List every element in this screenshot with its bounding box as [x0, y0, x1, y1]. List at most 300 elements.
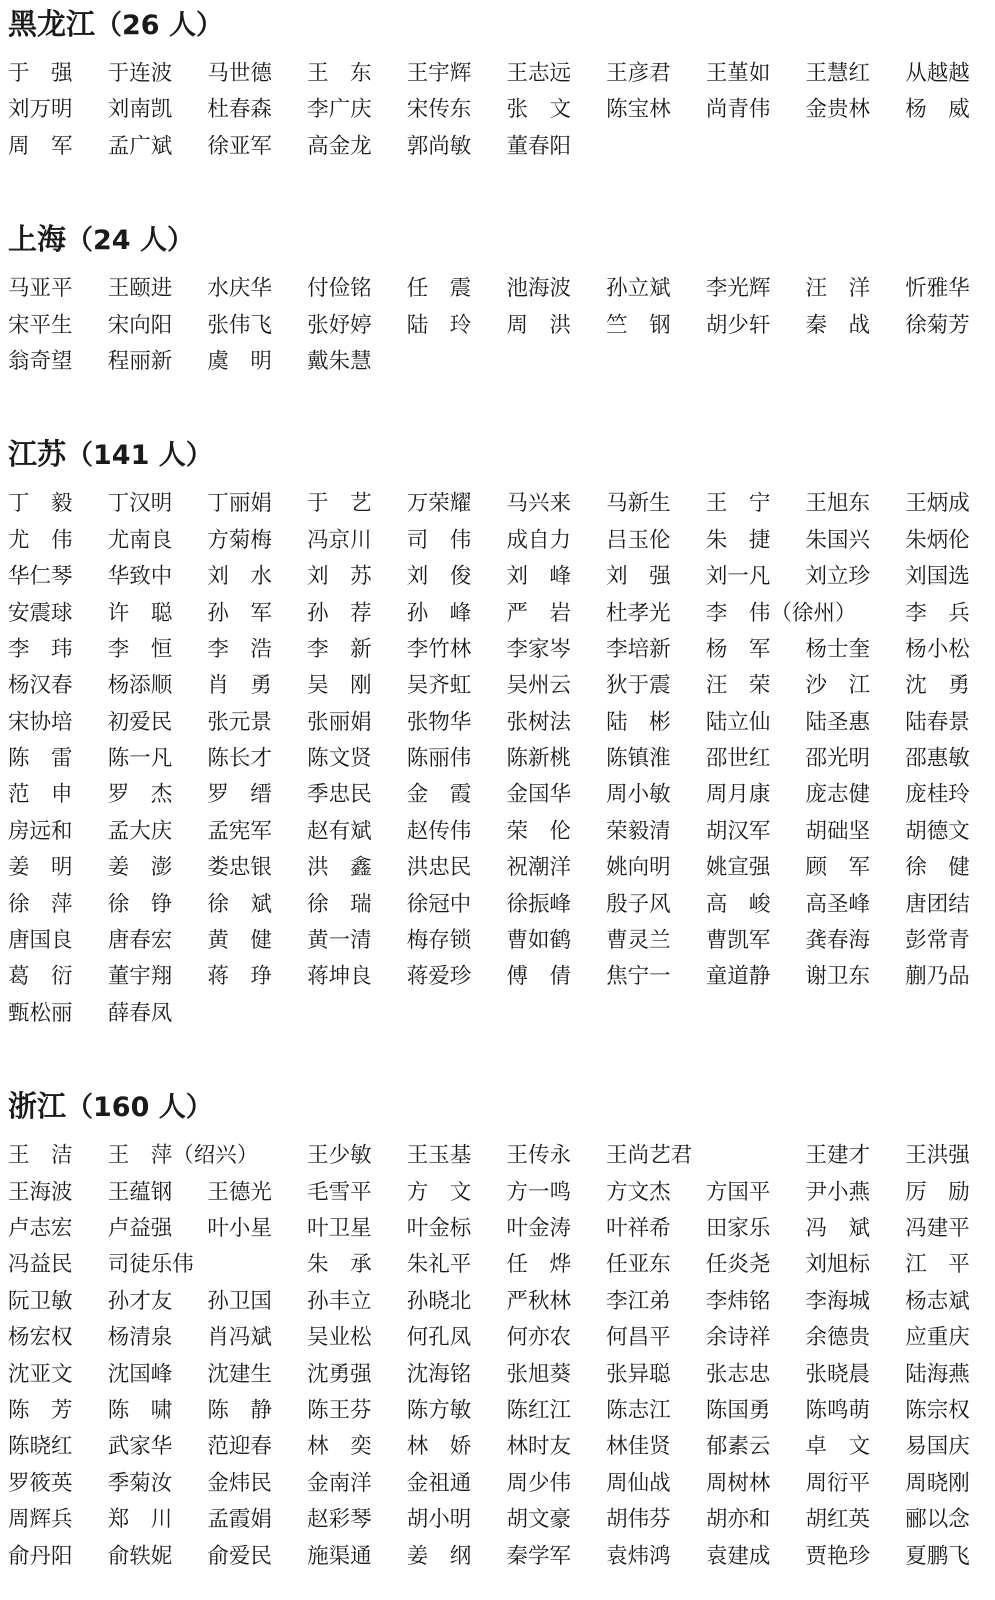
person-name: 王少敏: [307, 1143, 372, 1169]
person-name: 王建才: [805, 1143, 871, 1169]
person-name: 陆圣惠: [805, 709, 871, 735]
person-name: 金国华: [506, 782, 571, 808]
person-name: 唐国良: [8, 928, 73, 954]
person-name: [207, 1138, 307, 1174]
person-name: 王 宁: [705, 491, 771, 517]
person-name: 邵光明: [805, 746, 871, 772]
person-name: 陈鸣萌: [805, 1397, 871, 1423]
person-name: 刘 峰: [506, 564, 571, 590]
person-name: 殷子风: [606, 891, 671, 917]
person-name: 王蕴钢: [107, 1179, 173, 1205]
person-name: 周晓刚: [905, 1470, 970, 1496]
person-name: 林佳贤: [606, 1434, 671, 1460]
person-name: 华仁琴: [8, 564, 73, 590]
person-name: 陈丽伟: [406, 746, 472, 772]
person-name: 李 玮: [8, 636, 73, 662]
person-name: 张晓晨: [805, 1361, 871, 1387]
person-name: 陈文贤: [307, 746, 372, 772]
person-name: 方国平: [705, 1179, 771, 1205]
person-name: 杨志斌: [905, 1288, 970, 1314]
person-name: 周 洪: [506, 312, 571, 338]
person-name: 孙卫国: [207, 1288, 272, 1314]
person-name: 林 娇: [406, 1434, 472, 1460]
person-name: 沈海铭: [406, 1361, 472, 1387]
person-name: 焦宁一: [606, 964, 671, 990]
person-name: 任炎尧: [705, 1252, 771, 1278]
person-name: 方菊梅: [207, 527, 272, 553]
person-name: 朱礼平: [406, 1252, 472, 1278]
person-name: 周仙战: [606, 1470, 671, 1496]
person-name: 荣毅清: [606, 818, 671, 844]
person-name: 杨 军: [705, 636, 771, 662]
person-name: 孙立斌: [606, 276, 671, 302]
person-name: 陆立仙: [705, 709, 771, 735]
person-name: 杨士奎: [805, 636, 871, 662]
person-name: 董宇翔: [107, 964, 173, 990]
person-name: 陈 芳: [8, 1397, 73, 1423]
person-name: 于连波: [107, 61, 173, 86]
person-name: 张志忠: [705, 1361, 771, 1387]
person-name: 孙晓北: [406, 1288, 472, 1314]
province-heading: [8, 430, 987, 474]
person-name: 杜孝光: [606, 600, 671, 626]
person-name: 何亦农: [506, 1325, 571, 1351]
person-name: 洪忠民: [406, 855, 472, 881]
person-name: 陈晓红: [8, 1434, 73, 1460]
person-name: 朱国兴: [805, 527, 871, 553]
person-name: 华致中: [107, 564, 173, 590]
person-name: 曹灵兰: [606, 928, 671, 954]
person-name: 周月康: [705, 782, 771, 808]
person-name: 于 艺: [307, 491, 372, 517]
person-name: 周树林: [705, 1470, 771, 1496]
person-name: 胡亦和: [705, 1507, 771, 1533]
person-name: 徐 健: [905, 855, 970, 881]
name-list-document: [8, 0, 987, 1575]
person-name: 曹凯军: [705, 928, 771, 954]
person-name: 胡文豪: [506, 1507, 571, 1533]
person-name: 徐 铮: [107, 891, 173, 917]
province-heading: [8, 215, 987, 259]
person-name: 杨汉春: [8, 673, 73, 699]
person-name: 安震球: [8, 600, 73, 626]
person-name: 吴 刚: [307, 673, 372, 699]
province-title: 浙江: [8, 1088, 67, 1123]
province-section: [8, 215, 987, 380]
person-name: 胡础坚: [805, 818, 871, 844]
person-name: 施渠通: [307, 1543, 372, 1569]
person-name: 丁丽娟: [207, 491, 272, 517]
person-name: 杨添顺: [107, 673, 173, 699]
person-name: 郁素云: [705, 1434, 771, 1460]
person-name: 刘万明: [8, 97, 73, 123]
person-name: 卢益强: [107, 1215, 173, 1241]
person-name: 秦学军: [506, 1543, 571, 1569]
person-name: 胡伟芬: [606, 1507, 671, 1533]
name-grid: [8, 486, 987, 1032]
person-name: 徐振峰: [506, 891, 571, 917]
person-name: 孟大庆: [107, 818, 173, 844]
person-name: 张物华: [406, 709, 472, 735]
person-name: 夏鹏飞: [905, 1543, 970, 1569]
person-name: 江 平: [905, 1252, 970, 1278]
person-name: 余诗祥: [705, 1325, 771, 1351]
person-name: 陈国勇: [705, 1397, 771, 1423]
person-name: 季菊汝: [107, 1470, 173, 1496]
person-name: 李 兵: [905, 600, 970, 626]
person-name: 金炜民: [207, 1470, 272, 1496]
person-name: 卢志宏: [8, 1215, 73, 1241]
person-name: 胡德文: [905, 818, 970, 844]
person-name: 周少伟: [506, 1470, 571, 1496]
person-name: 易国庆: [905, 1434, 970, 1460]
person-name: 徐冠中: [406, 891, 472, 917]
person-name: [706, 1138, 806, 1174]
person-name: 许 聪: [107, 600, 173, 626]
person-name: 李竹林: [406, 636, 472, 662]
person-name: 王慧红: [805, 61, 871, 86]
person-name: 吕玉伦: [606, 527, 671, 553]
person-name: 陈方敏: [406, 1397, 472, 1423]
person-name: 陈新桃: [506, 746, 571, 772]
section-spacer: [8, 1032, 987, 1082]
person-name: 宋向阳: [107, 312, 173, 338]
person-name: 林 奕: [307, 1434, 372, 1460]
person-name: 王 东: [307, 61, 372, 86]
person-name: 周辉兵: [8, 1507, 73, 1533]
person-name: 姚宣强: [705, 855, 771, 881]
person-name: 陈志江: [606, 1397, 671, 1423]
person-name: 刘南凯: [107, 97, 173, 123]
person-name: 阮卫敏: [8, 1288, 73, 1314]
person-name: 应重庆: [905, 1325, 970, 1351]
person-name: 祝潮洋: [506, 855, 571, 881]
person-name: 刘旭标: [805, 1252, 871, 1278]
person-name: 李炜铭: [705, 1288, 771, 1314]
person-name: 姜 澎: [107, 855, 173, 881]
person-name: 周 军: [8, 133, 73, 159]
person-name: 胡小明: [406, 1507, 472, 1533]
person-name: 张妤婷: [307, 312, 372, 338]
person-name: 谢卫东: [805, 964, 871, 990]
person-name: 王海波: [8, 1179, 73, 1205]
person-name: 任 震: [406, 276, 472, 302]
person-name: 张元景: [207, 709, 272, 735]
person-name: 赵有斌: [307, 818, 372, 844]
person-name: 范迎春: [207, 1434, 272, 1460]
person-name: 罗筱英: [8, 1470, 73, 1496]
person-name: 罗 杰: [107, 782, 173, 808]
person-name: 宋协培: [8, 709, 73, 735]
person-name: 孙丰立: [307, 1288, 372, 1314]
person-name: 田家乐: [705, 1215, 771, 1241]
person-name: 任亚东: [606, 1252, 671, 1278]
person-name: 邵惠敏: [905, 746, 970, 772]
person-name: 彭常青: [905, 928, 970, 954]
person-name: 尚青伟: [705, 97, 771, 123]
person-name: 刘 强: [606, 564, 671, 590]
person-name: 王炳成: [905, 491, 970, 517]
person-name: 冯 斌: [805, 1215, 871, 1241]
person-name: 卓 文: [805, 1434, 871, 1460]
person-name: 张丽娟: [307, 709, 372, 735]
person-name: 荣 伦: [506, 818, 571, 844]
person-name: 张异聪: [606, 1361, 671, 1387]
person-name: 沈勇强: [307, 1361, 372, 1387]
person-name: 翁奇望: [8, 348, 73, 374]
person-name: 姜 明: [8, 855, 73, 881]
person-name: 于 强: [8, 61, 73, 86]
person-name: 刘国选: [905, 564, 970, 590]
person-name: 付俭铭: [307, 276, 372, 302]
person-name: 张旭葵: [506, 1361, 571, 1387]
province-section: [8, 430, 987, 1032]
person-name: 陈一凡: [107, 746, 173, 772]
person-name: 李 恒: [107, 636, 173, 662]
person-name: 葛 衍: [8, 964, 73, 990]
person-name: 刘立珍: [805, 564, 871, 590]
person-name: 曹如鹤: [506, 928, 571, 954]
person-name: 李光辉: [705, 276, 771, 302]
person-name: 金祖通: [406, 1470, 472, 1496]
person-name: 沈建生: [207, 1361, 272, 1387]
person-name: 徐 瑞: [307, 891, 372, 917]
person-name: 胡汉军: [705, 818, 771, 844]
person-name: 袁炜鸿: [606, 1543, 671, 1569]
person-name: 陈 雷: [8, 746, 73, 772]
person-name: 方 文: [406, 1179, 472, 1205]
person-name: 陆 玲: [406, 312, 472, 338]
person-name: 董春阳: [506, 133, 571, 159]
person-name: 李江弟: [606, 1288, 671, 1314]
person-name: 李广庆: [307, 97, 372, 123]
name-grid: [8, 1138, 987, 1575]
person-name: 刘 俊: [406, 564, 472, 590]
person-name: 郭尚敏: [406, 133, 472, 159]
person-name: 陈 静: [207, 1397, 272, 1423]
person-name: 吴业松: [307, 1325, 372, 1351]
person-name: 徐 斌: [207, 891, 272, 917]
person-name: 汪 荣: [705, 673, 771, 699]
province-count: （160 人）: [66, 1091, 213, 1123]
person-name: 冯益民: [8, 1252, 73, 1278]
person-name: 洪 鑫: [307, 855, 372, 881]
person-name: 沈国峰: [107, 1361, 173, 1387]
person-name: 王德光: [207, 1179, 272, 1205]
person-name: 孟广斌: [107, 133, 173, 159]
person-name: 顾 军: [805, 855, 871, 881]
person-name: 王玉基: [406, 1143, 472, 1169]
section-spacer: [8, 380, 987, 430]
person-name: 李 浩: [207, 636, 272, 662]
person-name: 黄 健: [207, 928, 272, 954]
person-name: 陈宝林: [606, 97, 671, 123]
person-name: [806, 596, 906, 632]
person-name: 孙 军: [207, 600, 272, 626]
person-name: 傅 倩: [506, 964, 571, 990]
person-name: 赵传伟: [406, 818, 472, 844]
person-name: 严 岩: [506, 600, 571, 626]
person-name: 初爱民: [107, 709, 173, 735]
person-name: 虞 明: [207, 348, 272, 374]
person-name: 高 峻: [705, 891, 771, 917]
person-name: 李 伟（徐州）: [705, 600, 857, 626]
person-name: 梅存锁: [406, 928, 472, 954]
person-name: 王堇如: [705, 61, 771, 86]
person-name: 从越越: [905, 61, 970, 86]
person-name: 马世德: [207, 61, 272, 86]
person-name: 朱 承: [307, 1252, 372, 1278]
person-name: 余德贵: [805, 1325, 871, 1351]
person-name: 薛春凤: [107, 1000, 173, 1026]
person-name: 杨宏权: [8, 1325, 73, 1351]
section-spacer: [8, 165, 987, 215]
person-name: 肖冯斌: [207, 1325, 272, 1351]
person-name: 唐团结: [905, 891, 970, 917]
person-name: 司徒乐伟: [107, 1252, 194, 1278]
person-name: 成自力: [506, 527, 571, 553]
person-name: 俞轶妮: [107, 1543, 173, 1569]
person-name: 何孔凤: [406, 1325, 472, 1351]
person-name: 司 伟: [406, 527, 472, 553]
person-name: 叶金标: [406, 1215, 472, 1241]
person-name: 秦 战: [805, 312, 871, 338]
person-name: [207, 1247, 307, 1283]
person-name: 叶祥希: [606, 1215, 671, 1241]
person-name: 周衍平: [805, 1470, 871, 1496]
person-name: 戴朱慧: [307, 348, 372, 374]
person-name: 丁 毅: [8, 491, 73, 517]
person-name: 程丽新: [107, 348, 173, 374]
person-name: 叶金涛: [506, 1215, 571, 1241]
person-name: 张 文: [506, 97, 571, 123]
person-name: 王传永: [506, 1143, 571, 1169]
person-name: 孙 荐: [307, 600, 372, 626]
person-name: 周小敏: [606, 782, 671, 808]
person-name: 杨小松: [905, 636, 970, 662]
person-name: 贾艳珍: [805, 1543, 871, 1569]
person-name: 武家华: [107, 1434, 173, 1460]
person-name: 叶卫星: [307, 1215, 372, 1241]
province-title: 上海: [8, 221, 67, 256]
person-name: 李培新: [606, 636, 671, 662]
person-name: 吴齐虹: [406, 673, 472, 699]
person-name: 刘一凡: [705, 564, 771, 590]
person-name: 唐春宏: [107, 928, 173, 954]
person-name: 房远和: [8, 818, 73, 844]
person-name: 王颐进: [107, 276, 173, 302]
person-name: 何昌平: [606, 1325, 671, 1351]
person-name: 吴州云: [506, 673, 571, 699]
person-name: 王志远: [506, 61, 571, 86]
person-name: 王彦君: [606, 61, 671, 86]
person-name: 杨 威: [905, 97, 970, 123]
person-name: 季忠民: [307, 782, 372, 808]
person-name: 冯京川: [307, 527, 372, 553]
person-name: 沈 勇: [905, 673, 970, 699]
province-title: 黑龙江: [8, 6, 96, 41]
province-heading: [8, 0, 987, 44]
person-name: 张树法: [506, 709, 571, 735]
province-count: （24 人）: [66, 224, 194, 256]
person-name: 蒋 琤: [207, 964, 272, 990]
person-name: 杜春森: [207, 97, 272, 123]
person-name: 姚向明: [606, 855, 671, 881]
person-name: 王宇辉: [406, 61, 472, 86]
person-name: 陈王芬: [307, 1397, 372, 1423]
person-name: 刘 水: [207, 564, 272, 590]
person-name: 金 霞: [406, 782, 472, 808]
person-name: 金贵林: [805, 97, 871, 123]
province-title: 江苏: [8, 436, 67, 471]
person-name: 马兴来: [506, 491, 571, 517]
person-name: 徐亚军: [207, 133, 272, 159]
person-name: 徐 萍: [8, 891, 73, 917]
person-name: 金南洋: [307, 1470, 372, 1496]
person-name: 竺 钢: [606, 312, 671, 338]
person-name: 蒋爱珍: [406, 964, 472, 990]
person-name: 娄忠银: [207, 855, 272, 881]
person-name: 陈 啸: [107, 1397, 173, 1423]
person-name: 王洪强: [905, 1143, 970, 1169]
person-name: 叶小星: [207, 1215, 272, 1241]
person-name: 黄一清: [307, 928, 372, 954]
person-name: 马亚平: [8, 276, 73, 302]
person-name: 孙才友: [107, 1288, 173, 1314]
person-name: 池海波: [506, 276, 571, 302]
person-name: 王旭东: [805, 491, 871, 517]
province-heading: [8, 1082, 987, 1126]
person-name: 尤南良: [107, 527, 173, 553]
person-name: 蒋坤良: [307, 964, 372, 990]
person-name: 高金龙: [307, 133, 372, 159]
person-name: 陆 彬: [606, 709, 671, 735]
person-name: 童道静: [705, 964, 771, 990]
person-name: 胡红英: [805, 1507, 871, 1533]
person-name: 罗 缙: [207, 782, 272, 808]
person-name: 孙 峰: [406, 600, 472, 626]
person-name: 郑 川: [107, 1507, 173, 1533]
person-name: 姜 纲: [406, 1543, 472, 1569]
person-name: 冯建平: [905, 1215, 970, 1241]
person-name: 陆春景: [905, 709, 970, 735]
person-name: 孟霞娟: [207, 1507, 272, 1533]
person-name: 张伟飞: [207, 312, 272, 338]
person-name: 陈红江: [506, 1397, 571, 1423]
person-name: 李 新: [307, 636, 372, 662]
person-name: 尤 伟: [8, 527, 73, 553]
person-name: 袁建成: [705, 1543, 771, 1569]
person-name: 陈宗权: [905, 1397, 970, 1423]
person-name: 俞爱民: [207, 1543, 272, 1569]
person-name: 汪 洋: [805, 276, 871, 302]
province-section: [8, 1082, 987, 1575]
person-name: 丁汉明: [107, 491, 173, 517]
person-name: 杨清泉: [107, 1325, 173, 1351]
person-name: 万荣耀: [406, 491, 472, 517]
person-name: 刘 苏: [307, 564, 372, 590]
person-name: 狄于震: [606, 673, 671, 699]
person-name: 严秋林: [506, 1288, 571, 1314]
person-name: 马新生: [606, 491, 671, 517]
person-name: 尹小燕: [805, 1179, 871, 1205]
person-name: 朱 捷: [705, 527, 771, 553]
person-name: 毛雪平: [307, 1179, 372, 1205]
person-name: 李家岑: [506, 636, 571, 662]
person-name: 林时友: [506, 1434, 571, 1460]
person-name: 王尚艺君: [606, 1143, 693, 1169]
province-count: （141 人）: [66, 439, 213, 471]
